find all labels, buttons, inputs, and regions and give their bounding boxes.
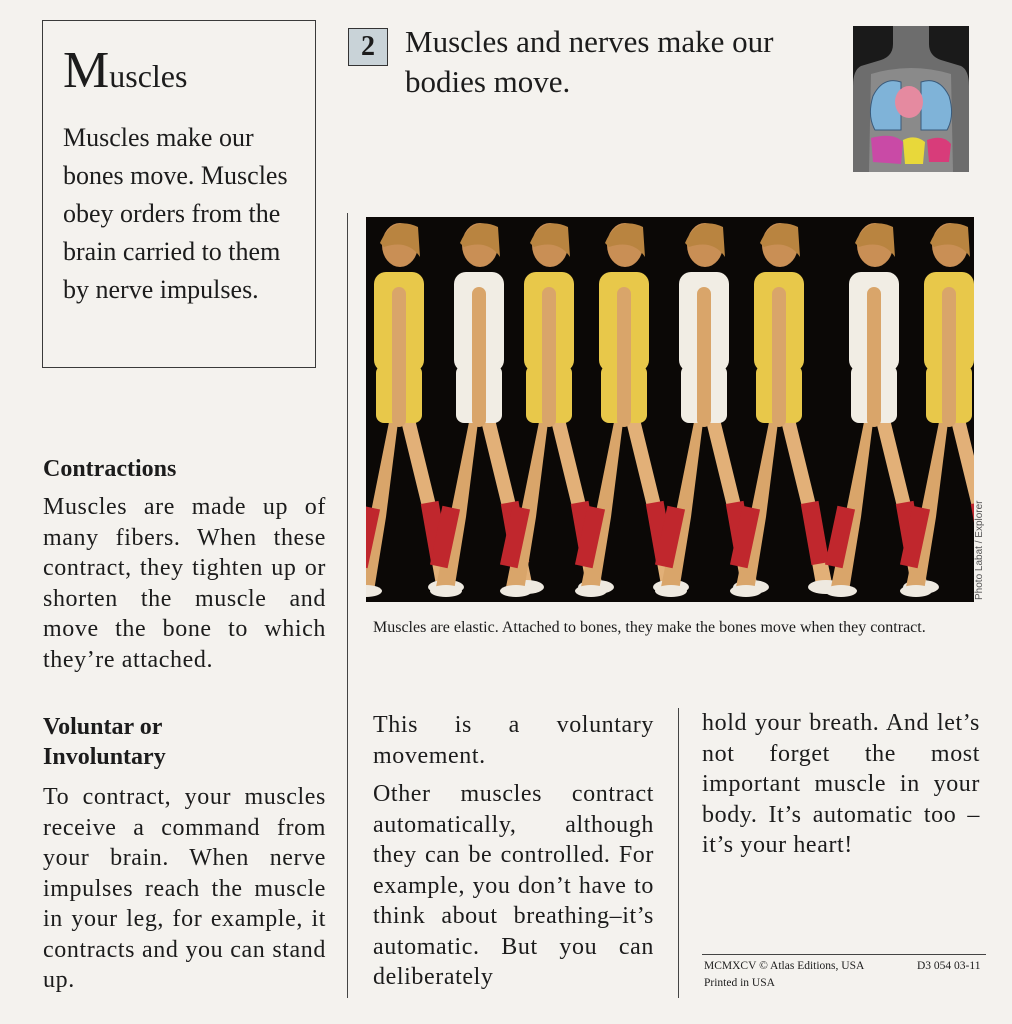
printed-text: Printed in USA: [704, 977, 775, 989]
right-column-text: hold your breath. And let’s not forget the most important muscle in your body. It’s automatic too – it’s your heart!: [702, 710, 980, 858]
intro-text: Muscles make our bones move. Muscles obey orders from the brain carried to them by nerve impulses.: [63, 123, 288, 304]
body-organs-icon: [853, 26, 969, 172]
middle-paragraph-2: Other muscles contract automatically, although they can be controlled. For example, you don’t have to think about breathing–it’s automatic. But you can deliberately: [373, 781, 654, 990]
headline: Muscles and nerves make our bodies move.: [405, 24, 774, 99]
card-code: D3 054 03-11: [917, 960, 981, 972]
voluntary-text: To contract, your muscles receive a command from your brain. When nerve impulses reach the muscle in your leg, for example, it contracts and you can stand up.: [43, 784, 326, 993]
photo-caption: Muscles are elastic. Attached to bones, they make the bones move when they contract.: [373, 619, 926, 636]
photo-credit: Photo Labat / Explorer: [974, 500, 985, 600]
voluntary-heading: Voluntar or Involuntary: [43, 714, 166, 770]
walking-figures: [366, 217, 974, 602]
footer-rule: [702, 954, 986, 955]
column-divider-right: [678, 708, 679, 998]
walking-sequence-photo: [366, 217, 974, 602]
middle-column: [373, 710, 654, 993]
walking-figure: [730, 223, 844, 597]
contractions-text: Muscles are made up of many fibers. When these contract, they tighten up or shorten the muscle and move the bone to which they’re attached.: [43, 494, 326, 673]
title-rest: uscles: [109, 58, 188, 94]
copyright-text: MCMXCV © Atlas Editions, USA: [704, 960, 865, 972]
title-box: [42, 20, 316, 368]
middle-paragraph-1: This is a voluntary movement.: [373, 712, 654, 769]
card-title: [63, 43, 187, 104]
card-number-badge: 2: [348, 28, 388, 66]
footer-left: [704, 958, 864, 992]
column-divider-left: [347, 213, 348, 998]
title-initial: M: [63, 42, 110, 99]
walking-figure: [900, 223, 974, 597]
contractions-heading: Contractions: [43, 456, 177, 482]
